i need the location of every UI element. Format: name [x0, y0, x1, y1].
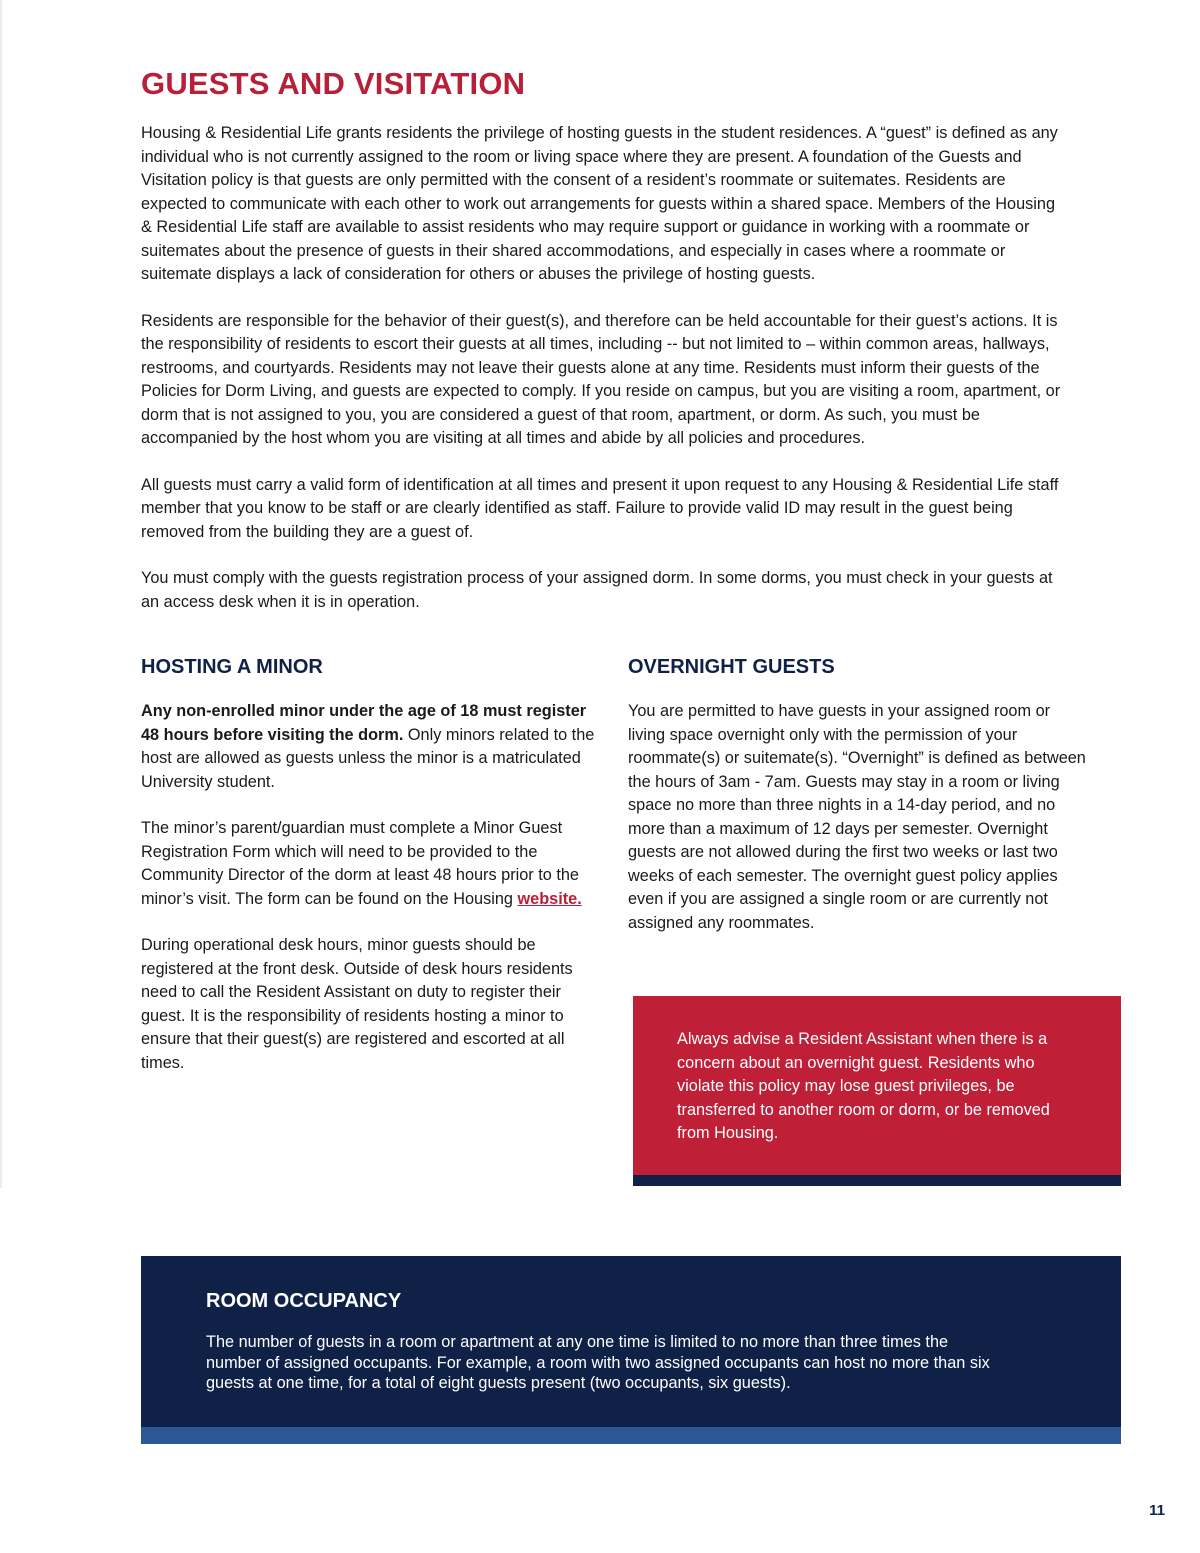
- hosting-minor-text: The minor’s parent/guardian must complete a Minor Guest Registration Form which will need to be provided to the Community Director of the dorm at least 48 hours prior to the minor’s visit. The form can be found on the Housing: [141, 819, 579, 908]
- page-edge-rule: [0, 0, 2, 1188]
- overnight-callout-box: [633, 996, 1121, 1186]
- hosting-minor-paragraph: [141, 700, 601, 794]
- hosting-minor-paragraph: [141, 817, 601, 911]
- hosting-minor-section: [141, 654, 601, 1098]
- callout-accent-bar: [633, 1175, 1121, 1186]
- intro-paragraph: Housing & Residential Life grants residents the privilege of hosting guests in the student residences. A “guest” is defined as any individual who is not currently assigned to the room or living space where they are present. A foundation of the Guests and Visitation policy is that guests are only permitted with the consent of a resident’s roommate or suitemates. Residents are expected to communicate with each other to work out arrangements for guests within a shared space. Members of the Housing & Residential Life staff are available to assist residents who may require support or guidance in working with a roommate or suitemates about the presence of guests in their shared accommodations, and especially in cases where a roommate or suitemate displays a lack of consideration for others or abuses the privilege of hosting guests.: [141, 124, 1058, 283]
- room-occupancy-box: [141, 1256, 1121, 1444]
- hosting-minor-bold-text: Any non-enrolled minor under the age of 18 must register 48 hours before visiting the dorm.: [141, 702, 587, 744]
- intro-paragraph: You must comply with the guests registration process of your assigned dorm. In some dorms, you must check in your guests at an access desk when it is in operation.: [141, 569, 1053, 611]
- overnight-guests-heading: OVERNIGHT GUESTS: [628, 656, 835, 678]
- hosting-minor-text: Only minors related to the host are allowed as guests unless the minor is a matriculated University student.: [141, 725, 595, 791]
- overnight-guests-section: [628, 654, 1088, 958]
- page-title: GUESTS AND VISITATION: [141, 66, 526, 101]
- callout-text: Always advise a Resident Assistant when there is a concern about an overnight guest. Residents who violate this policy may lose guest privileges, be transferred to another room or dorm, or be removed from Housing.: [677, 1030, 1050, 1142]
- hosting-minor-heading: HOSTING A MINOR: [141, 656, 323, 678]
- room-occupancy-heading: ROOM OCCUPANCY: [206, 1290, 402, 1312]
- room-occupancy-paragraph: The number of guests in a room or apartment at any one time is limited to no more than three times the number of assigned occupants. For example, a room with two assigned occupants can host no more than six guests at one time, for a total of eight guests present (two occupants, six guests).: [206, 1333, 990, 1392]
- intro-paragraph: Residents are responsible for the behavior of their guest(s), and therefore can be held accountable for their guest’s actions. It is the responsibility of residents to escort their guests at all times, including -- but not limited to – within common areas, hallways, restrooms, and courtyards. Residents may not leave their guests alone at any time. Residents must inform their guests of the Policies for Dorm Living, and guests are expected to comply. If you reside on campus, but you are visiting a room, apartment, or dorm that is not assigned to you, you are considered a guest of that room, apartment, or dorm. As such, you must be accompanied by the host whom you are visiting at all times and abide by all policies and procedures.: [141, 311, 1061, 447]
- hosting-minor-paragraph: During operational desk hours, minor guests should be registered at the front desk. Outside of desk hours residents need to call the Resident Assistant on duty to register their guest. It is the responsibility of residents hosting a minor to ensure that their guest(s) are registered and escorted at all times.: [141, 936, 573, 1072]
- intro-paragraph: All guests must carry a valid form of identification at all times and present it upon request to any Housing & Residential Life staff member that you know to be staff or are clearly identified as staff. Failure to provide valid ID may result in the guest being removed from the building they are a guest of.: [141, 475, 1059, 541]
- overnight-guests-paragraph: You are permitted to have guests in your assigned room or living space overnight only with the permission of your roommate(s) or suitemate(s). “Overnight” is defined as between the hours of 3am - 7am. Guests may stay in a room or living space no more than three nights in a 14-day period, and no more than a maximum of 12 days per semester. Overnight guests are not allowed during the first two weeks or last two weeks of each semester. The overnight guest policy applies even if you are assigned a single room or are currently not assigned any roommates.: [628, 702, 1086, 932]
- housing-website-link[interactable]: website.: [517, 889, 582, 908]
- page-number: 11: [1149, 1502, 1165, 1519]
- occupancy-accent-bar: [141, 1427, 1121, 1444]
- intro-section: [141, 122, 1066, 637]
